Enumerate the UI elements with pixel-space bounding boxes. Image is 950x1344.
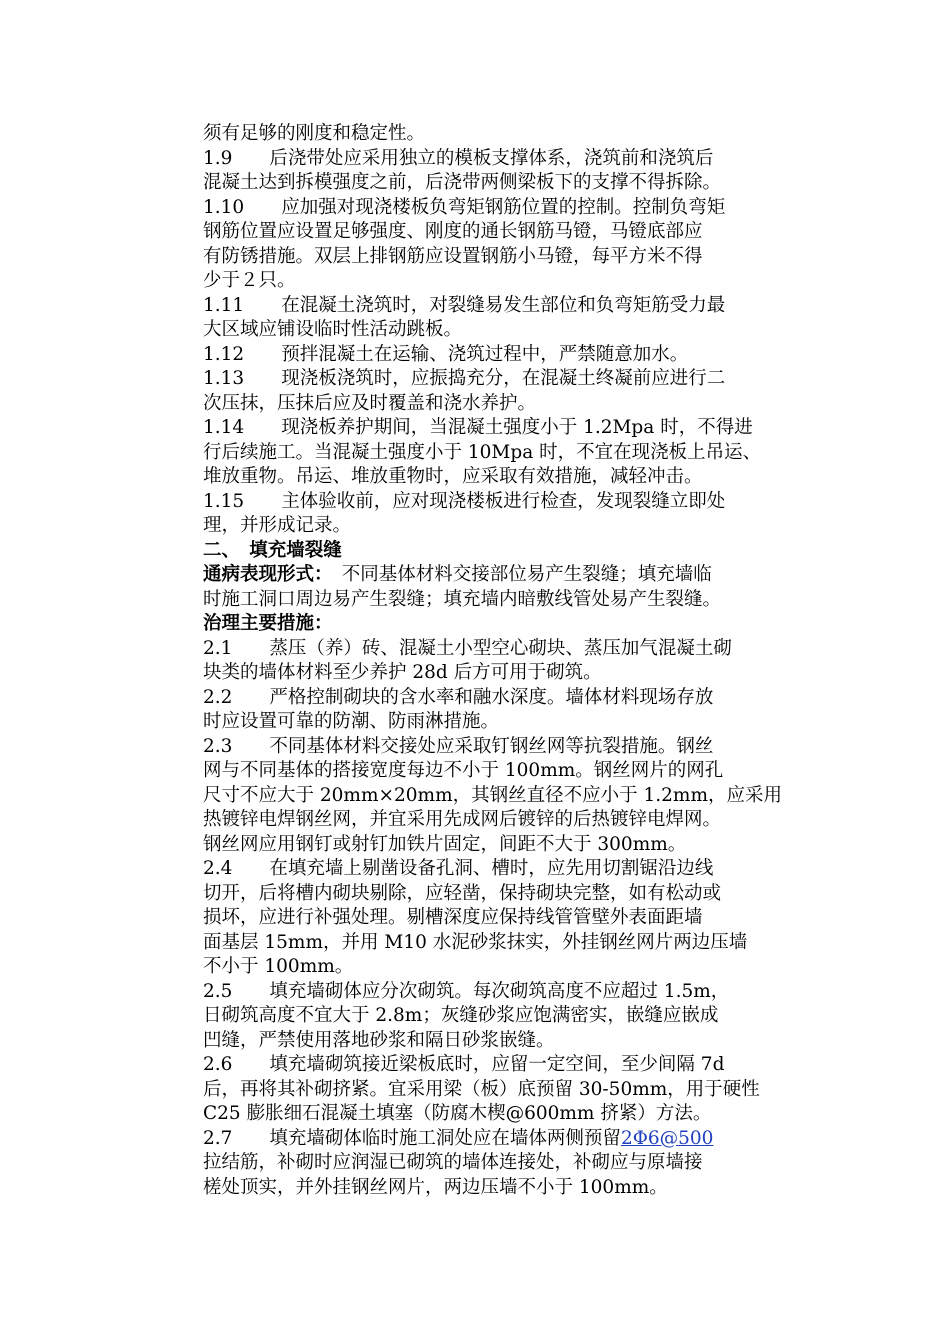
text-line: C25 膨胀细石混凝土填塞（防腐木楔@600mm 挤紧）方法。 <box>203 1103 712 1124</box>
document-page <box>203 122 813 1200</box>
symptom-line <box>203 563 813 588</box>
text-line: 块类的墙体材料至少养护 28d 后方可用于砌筑。 <box>203 662 602 683</box>
text-line: 2.4 在填充墙上剔凿设备孔洞、槽时，应先用切割锯沿边线 <box>203 858 714 879</box>
text-line: 钢筋位置应设置足够强度、刚度的通长钢筋马镫，马镫底部应 <box>203 221 703 242</box>
text-line: 日砌筑高度不宜大于 2.8m；灰缝砂浆应饱满密实，嵌缝应嵌成 <box>203 1005 719 1026</box>
text-line: 少于２只。 <box>203 270 296 291</box>
text-line: 损坏，应进行补强处理。剔槽深度应保持线管管壁外表面距墙 <box>203 907 703 928</box>
text-line: 尺寸不应大于 20mm×20mm，其钢丝直径不应小于 1.2mm，应采用 <box>203 784 783 806</box>
text-line: 网与不同基体的搭接宽度每边不小于 100mm。钢丝网片的网孔 <box>203 760 724 781</box>
text-line: 2.6 填充墙砌筑接近梁板底时，应留一定空间，至少间隔 7d <box>203 1054 725 1075</box>
text-line: 1.15 主体验收前，应对现浇楼板进行检查，发现裂缝立即处 <box>203 490 726 512</box>
text-line: 拉结筋，补砌时应润湿已砌筑的墙体连接处，补砌应与原墙接 <box>203 1152 703 1173</box>
text-line-2-7 <box>203 1127 813 1152</box>
text-line: 不小于 100mm。 <box>203 956 354 977</box>
text-line: 面基层 15mm，并用 M10 水泥砂浆抹实，外挂钢丝网片两边压墙 <box>203 931 748 953</box>
text-line: 2.2 严格控制砌块的含水率和融水深度。墙体材料现场存放 <box>203 686 714 708</box>
text-line: 次压抹，压抹后应及时覆盖和浇水养护。 <box>203 392 537 414</box>
text-line: 有防锈措施。双层上排钢筋应设置钢筋小马镫，每平方米不得 <box>203 245 703 267</box>
text-line: 2.5 填充墙砌体应分次砌筑。每次砌筑高度不应超过 1.5m， <box>203 980 730 1002</box>
rebar-spec-link[interactable]: 2Φ6@500 <box>620 1127 714 1149</box>
section-heading: 二、 填充墙裂缝 <box>203 539 342 561</box>
measures-label: 治理主要措施： <box>203 613 333 634</box>
text-line: 行后续施工。当混凝土强度小于 10Mpa 时，不宜在现浇板上吊运、 <box>203 441 762 463</box>
text-line: 1.14 现浇板养护期间，当混凝土强度小于 1.2Mpa 时，不得进 <box>203 417 753 438</box>
text-line: 槎处顶实，并外挂钢丝网片，两边压墙不小于 100mm。 <box>203 1176 668 1198</box>
text-line: 后，再将其补砌挤紧。宜采用梁（板）底预留 30-50mm，用于硬性 <box>203 1078 760 1100</box>
text-line: 热镀锌电焊钢丝网，并宜采用先成网后镀锌的后热镀锌电焊网。 <box>203 809 722 830</box>
text-line: 切开，后将槽内砌块剔除，应轻凿，保持砌块完整，如有松动或 <box>203 882 722 904</box>
text-line: 混凝土达到拆模强度之前，后浇带两侧梁板下的支撑不得拆除。 <box>203 172 722 193</box>
text-line: 1.10 应加强对现浇楼板负弯矩钢筋位置的控制。控制负弯矩 <box>203 196 726 218</box>
text-line: 时应设置可靠的防潮、防雨淋措施。 <box>203 711 500 732</box>
text-line: 时施工洞口周边易产生裂缝；填充墙内暗敷线管处易产生裂缝。 <box>203 588 722 610</box>
text-line: 钢丝网应用钢钉或射钉加铁片固定，间距不大于 300mm。 <box>203 833 687 855</box>
text-line: 1.12 预拌混凝土在运输、浇筑过程中，严禁随意加水。 <box>203 343 689 365</box>
text-line: 1.11 在混凝土浇筑时，对裂缝易发生部位和负弯矩筋受力最 <box>203 294 726 316</box>
text-line: 大区域应铺设临时性活动跳板。 <box>203 319 463 340</box>
text-line: 1.13 现浇板浇筑时，应振捣充分，在混凝土终凝前应进行二 <box>203 368 726 389</box>
text-line: 理，并形成记录。 <box>203 515 352 536</box>
text-line: 须有足够的刚度和稳定性。 <box>203 123 426 144</box>
line-2-7-text: 2.7 填充墙砌体临时施工洞处应在墙体两侧预留 <box>203 1127 621 1149</box>
symptom-label: 通病表现形式： <box>203 564 324 585</box>
text-line: 2.3 不同基体材料交接处应采取钉钢丝网等抗裂措施。钢丝 <box>203 735 714 757</box>
symptom-text: 不同基体材料交接部位易产生裂缝；填充墙临 <box>323 564 712 585</box>
text-line: 堆放重物。吊运、堆放重物时，应采取有效措施，减轻冲击。 <box>203 466 703 487</box>
text-line: 凹缝，严禁使用落地砂浆和隔日砂浆嵌缝。 <box>203 1029 555 1051</box>
text-line: 2.1 蒸压（养）砖、混凝土小型空心砌块、蒸压加气混凝土砌 <box>203 637 732 659</box>
text-line: 1.9 后浇带处应采用独立的模板支撑体系，浇筑前和浇筑后 <box>203 147 714 169</box>
